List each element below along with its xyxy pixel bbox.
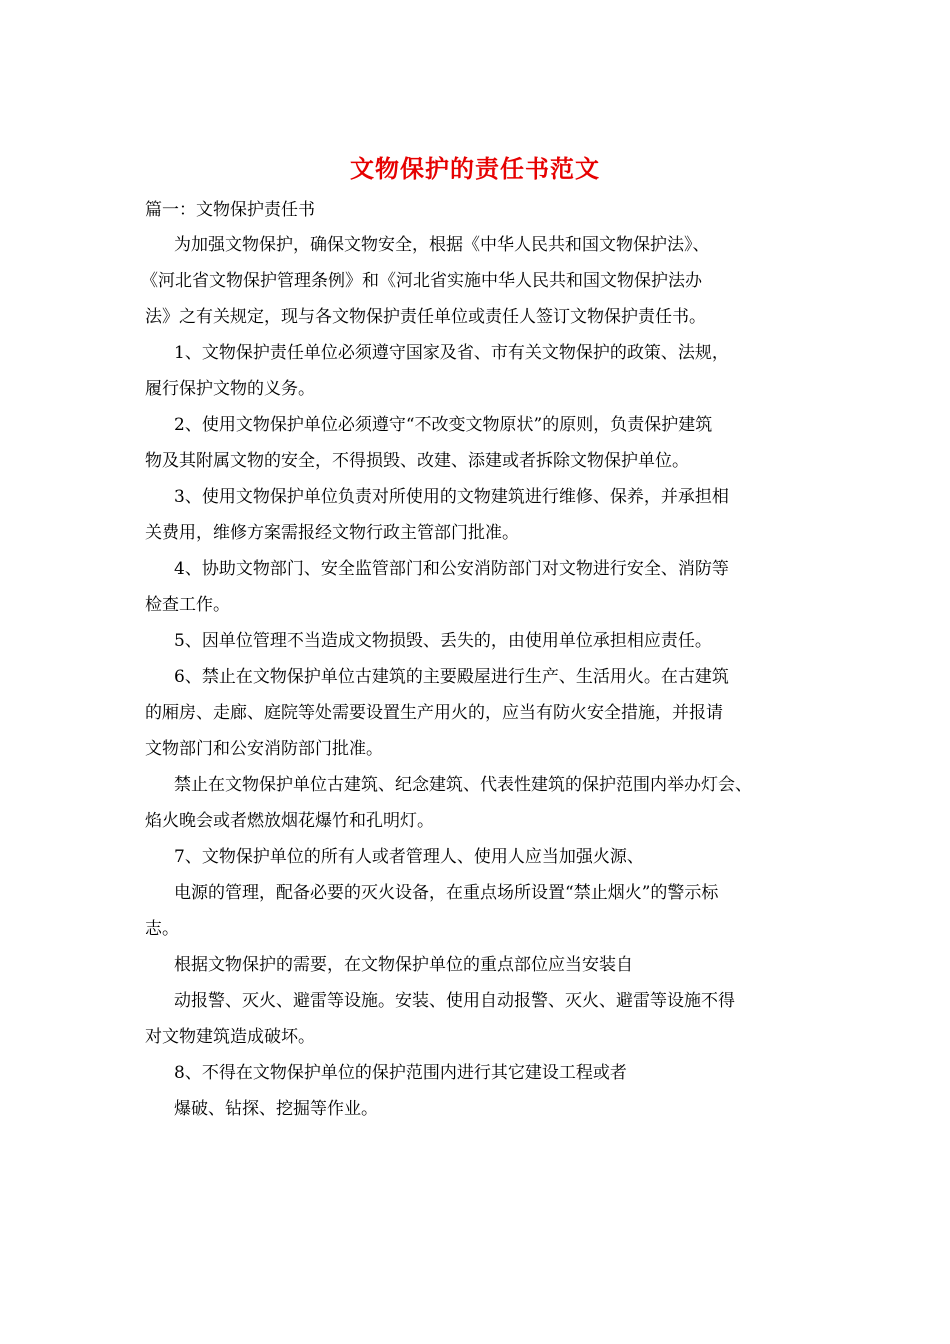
paragraph-line: 6、禁止在文物保护单位古建筑的主要殿屋进行生产、生活用火。在古建筑 (174, 667, 729, 687)
paragraph-line: 5、因单位管理不当造成文物损毁、丢失的，由使用单位承担相应责任。 (174, 631, 712, 651)
paragraph-line: 的厢房、走廊、庭院等处需要设置生产用火的，应当有防火安全措施，并报请 (145, 703, 723, 723)
paragraph-line: 3、使用文物保护单位负责对所使用的文物建筑进行维修、保养，并承担相 (174, 487, 729, 507)
paragraph-line: 检查工作。 (145, 595, 230, 615)
paragraph-line: 根据文物保护的需要，在文物保护单位的重点部位应当安装自 (174, 955, 633, 975)
paragraph-line: 志。 (145, 919, 179, 939)
paragraph-line: 为加强文物保护，确保文物安全，根据《中华人民共和国文物保护法》、 (174, 235, 710, 255)
paragraph-line: 爆破、钻探、挖掘等作业。 (174, 1099, 378, 1119)
paragraph-line: 4、协助文物部门、安全监管部门和公安消防部门对文物进行安全、消防等 (174, 559, 729, 579)
paragraph-line: 电源的管理，配备必要的灭火设备，在重点场所设置“禁止烟火”的警示标 (174, 883, 719, 903)
paragraph-line: 文物部门和公安消防部门批准。 (145, 739, 383, 759)
paragraph-line: 对文物建筑造成破坏。 (145, 1027, 315, 1047)
document-title: 文物保护的责任书范文 (350, 154, 600, 183)
paragraph-line: 7、文物保护单位的所有人或者管理人、使用人应当加强火源、 (174, 847, 644, 867)
paragraph-line: 8、不得在文物保护单位的保护范围内进行其它建设工程或者 (174, 1063, 627, 1083)
paragraph-line: 法》之有关规定，现与各文物保护责任单位或责任人签订文物保护责任书。 (145, 307, 706, 327)
paragraph-line: 动报警、灭火、避雷等设施。安装、使用自动报警、灭火、避雷等设施不得 (174, 991, 735, 1011)
paragraph-line: 物及其附属文物的安全，不得损毁、改建、添建或者拆除文物保护单位。 (145, 451, 689, 471)
paragraph-line: 履行保护文物的义务。 (145, 379, 315, 399)
paragraph-line: 禁止在文物保护单位古建筑、纪念建筑、代表性建筑的保护范围内举办灯会、 (174, 775, 752, 795)
paragraph-line: 1、文物保护责任单位必须遵守国家及省、市有关文物保护的政策、法规， (174, 343, 729, 363)
paragraph-line: 2、使用文物保护单位必须遵守“不改变文物原状”的原则，负责保护建筑 (174, 415, 713, 435)
paragraph-line: 焰火晚会或者燃放烟花爆竹和孔明灯。 (145, 811, 434, 831)
paragraph-line: 关费用，维修方案需报经文物行政主管部门批准。 (145, 523, 519, 543)
paragraph-line: 《河北省文物保护管理条例》和《河北省实施中华人民共和国文物保护法办 (141, 271, 702, 291)
section-heading: 篇一：文物保护责任书 (145, 200, 315, 220)
